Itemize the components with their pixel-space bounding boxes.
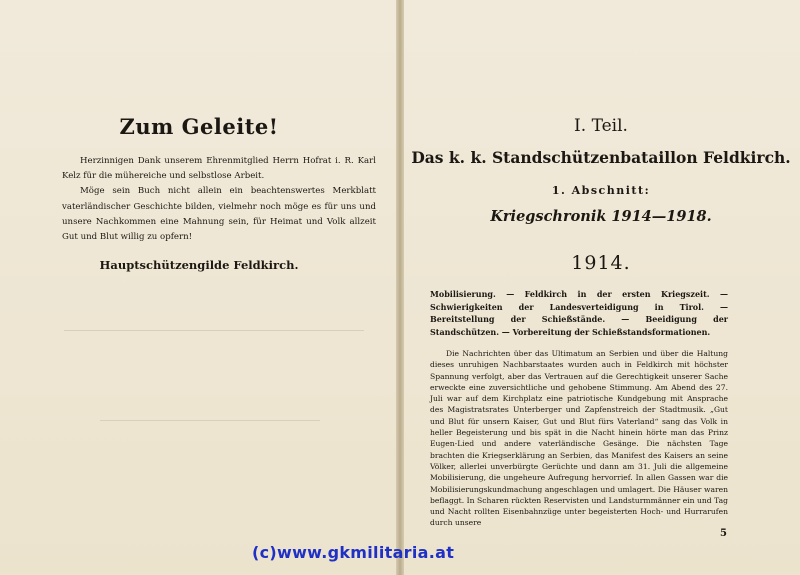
left-page <box>0 0 399 575</box>
watermark: (c)www.gkmilitaria.at <box>252 543 455 562</box>
geleite-title: Zum Geleite! <box>119 114 279 139</box>
body-paragraph: Die Nachrichten über das Ultimatum an Serbien und über die Haltung dieses unruhigen Nachbarstaates wurden auch in Feldkirch mit höchster Spannung verfolgt, aber das Vertrauen auf die Gerechtigkeit unserer Sache erweckte eine zuversichtliche und gehobene Stimmung. Am Abend des 27. Juli war auf dem Kirchplatz eine patriotische Kundgebung mit Ansprache des Magistratsrates Unterberger und Zapfenstreich der Stadtmusik. „Gut und Blut für unsern Kaiser, Gut und Blut fürs Vaterland“ sang das Volk in heller Begeisterung und bis spät in die Nacht hinein hörte man das Prinz Eugen-Lied und andere vaterländische Gesänge. Die nächsten Tage brachten die Kriegserklärung an Serbien, das Manifest des Kaisers an seine Völker, allerlei unverbürgte Gerüchte und dann am 31. Juli die allgemeine Mobilisierung, die ungeheure Aufregung hervorrief. In allen Gassen war die Mobilisierungskundmachung angeschlagen und umlagert. Die Häuser waren beflaggt. In Scharen rückten Reservisten und Landsturmmänner ein und Tag und Nacht rollten Eisenbahnzüge unter begeisterten Hoch- und Hurrarufen durch unsere <box>430 349 728 528</box>
show-through-line <box>64 330 364 331</box>
geleite-paragraph: Möge sein Buch nicht allein ein beachtenswertes Merkblatt vaterländischer Geschichte bilden, vielmehr noch möge es für uns und unsere Nachkommen eine Mahnung sein, für Heimat und Volk allzeit Gut und Blut willig zu opfern! <box>62 186 376 243</box>
section-title: Kriegschronik 1914—1918. <box>490 208 712 225</box>
geleite-body <box>62 154 376 245</box>
geleite-paragraph: Herzinnigen Dank unserem Ehrenmitglied Herrn Hofrat i. R. Karl Kelz für die mühereiche und selbstlose Arbeit. <box>62 156 376 182</box>
book-gutter <box>396 0 404 575</box>
section-heading: 1. Abschnitt: <box>551 184 651 197</box>
chapter-summary: Mobilisierung. — Feldkirch in der ersten Kriegszeit. — Schwierigkeiten der Landesverteidigung in Tirol. — Bereitstellung der Schießstände. — Beeidigung der Standschützen. — Vorbereitung der Schießstandsformationen. <box>430 289 728 337</box>
part-title: Das k. k. Standschützenbataillon Feldkirch. <box>411 148 791 167</box>
geleite-signature: Hauptschützengilde Feldkirch. <box>99 258 299 272</box>
page-number: 5 <box>720 528 727 539</box>
chapter-body <box>430 348 728 529</box>
part-heading: I. Teil. <box>574 116 628 136</box>
year-heading: 1914. <box>571 252 631 274</box>
show-through-line <box>100 420 320 421</box>
